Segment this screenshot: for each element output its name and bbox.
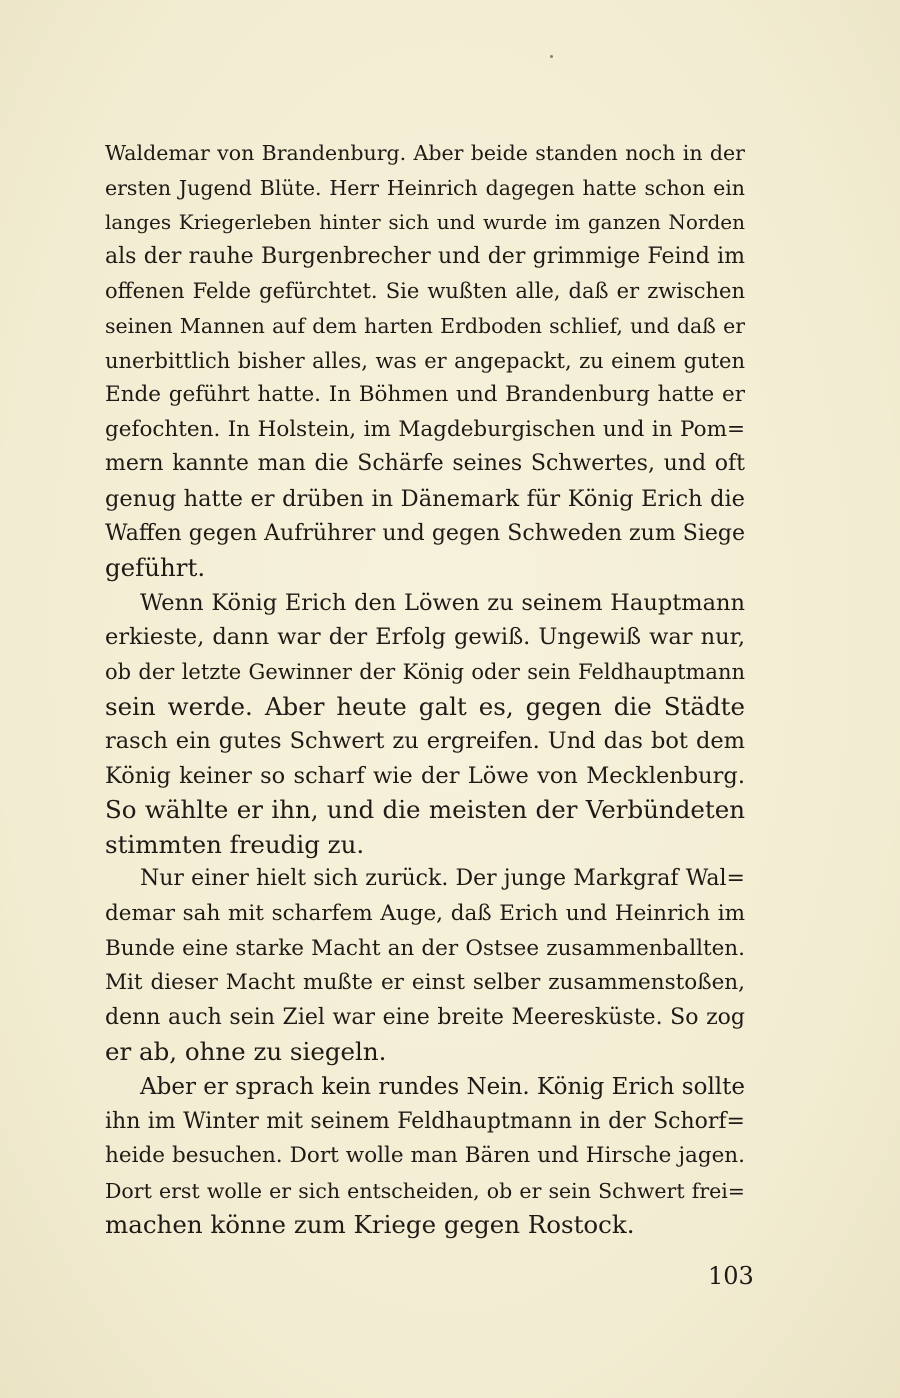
text-line: stimmten freudig zu. (105, 829, 365, 859)
paragraph-3 (105, 862, 745, 1070)
text-line: Mit dieser Macht mußte er einst selber zusammenstoßen, (105, 970, 745, 996)
text-line: Aber er sprach kein rundes Nein. König Erich sollte (140, 1074, 745, 1101)
body-text (105, 136, 745, 1243)
text-line: König keiner so scharf wie der Löwe von Mecklenburg. (105, 762, 745, 789)
text-line: genug hatte er drüben in Dänemark für König Erich die (105, 485, 745, 512)
page-number: 103 (708, 1262, 754, 1290)
paragraph-1 (105, 136, 745, 586)
text-line: seinen Mannen auf dem harten Erdboden schlief, und daß er (105, 313, 745, 338)
text-line: So wählte er ihn, und die meisten der Verbündeten (105, 795, 745, 825)
text-line: er ab, ohne zu siegeln. (105, 1037, 387, 1067)
text-line: erkieste, dann war der Erfolg gewiß. Ungewiß war nur, (105, 624, 745, 651)
paragraph-2 (105, 586, 745, 863)
text-line: als der rauhe Burgenbrecher und der grimmige Feind im (105, 243, 745, 269)
text-line: unerbittlich bisher alles, was er angepackt, zu einem guten (105, 348, 745, 373)
text-line: Nur einer hielt sich zurück. Der junge Markgraf Wal= (140, 866, 745, 892)
text-line: offenen Felde gefürchtet. Sie wußten alle, daß er zwischen (105, 279, 745, 304)
text-line: langes Kriegerleben hinter sich und wurde im ganzen Norden (105, 210, 745, 235)
text-line: Wenn König Erich den Löwen zu seinem Hauptmann (140, 589, 745, 616)
text-line: sein werde. Aber heute galt es, gegen die Städte (105, 691, 745, 721)
text-line: heide besuchen. Dort wolle man Bären und Hirsche jagen. (105, 1143, 745, 1169)
text-line: machen könne zum Kriege gegen Rostock. (105, 1210, 635, 1240)
text-line: Dort erst wolle er sich entscheiden, ob er sein Schwert frei= (105, 1178, 745, 1203)
text-line: demar sah mit scharfem Auge, daß Erich und Heinrich im (105, 901, 745, 927)
text-line: mern kannte man die Schärfe seines Schwertes, und oft (105, 451, 745, 477)
text-line: ihn im Winter mit seinem Feldhauptmann in der Schorf= (105, 1108, 745, 1134)
paper-speck (550, 55, 553, 58)
text-line: denn auch sein Ziel war eine breite Meeresküste. So zog (105, 1004, 745, 1030)
text-line: ob der letzte Gewinner der König oder sein Feldhauptmann (105, 659, 745, 684)
text-line: rasch ein gutes Schwert zu ergreifen. Und das bot dem (105, 728, 745, 755)
text-line: Ende geführt hatte. In Böhmen und Brandenburg hatte er (105, 382, 745, 408)
text-line: gefochten. In Holstein, im Magdeburgischen und in Pom= (105, 416, 745, 442)
text-line: ersten Jugend Blüte. Herr Heinrich dagegen hatte schon ein (105, 175, 745, 200)
text-line: Waldemar von Brandenburg. Aber beide standen noch in der (105, 141, 745, 165)
text-line: Waffen gegen Aufrührer und gegen Schweden zum Siege (105, 520, 745, 546)
text-line: Bunde eine starke Macht an der Ostsee zusammenballten. (105, 935, 745, 961)
paragraph-4 (105, 1070, 745, 1243)
text-line: geführt. (105, 553, 206, 583)
